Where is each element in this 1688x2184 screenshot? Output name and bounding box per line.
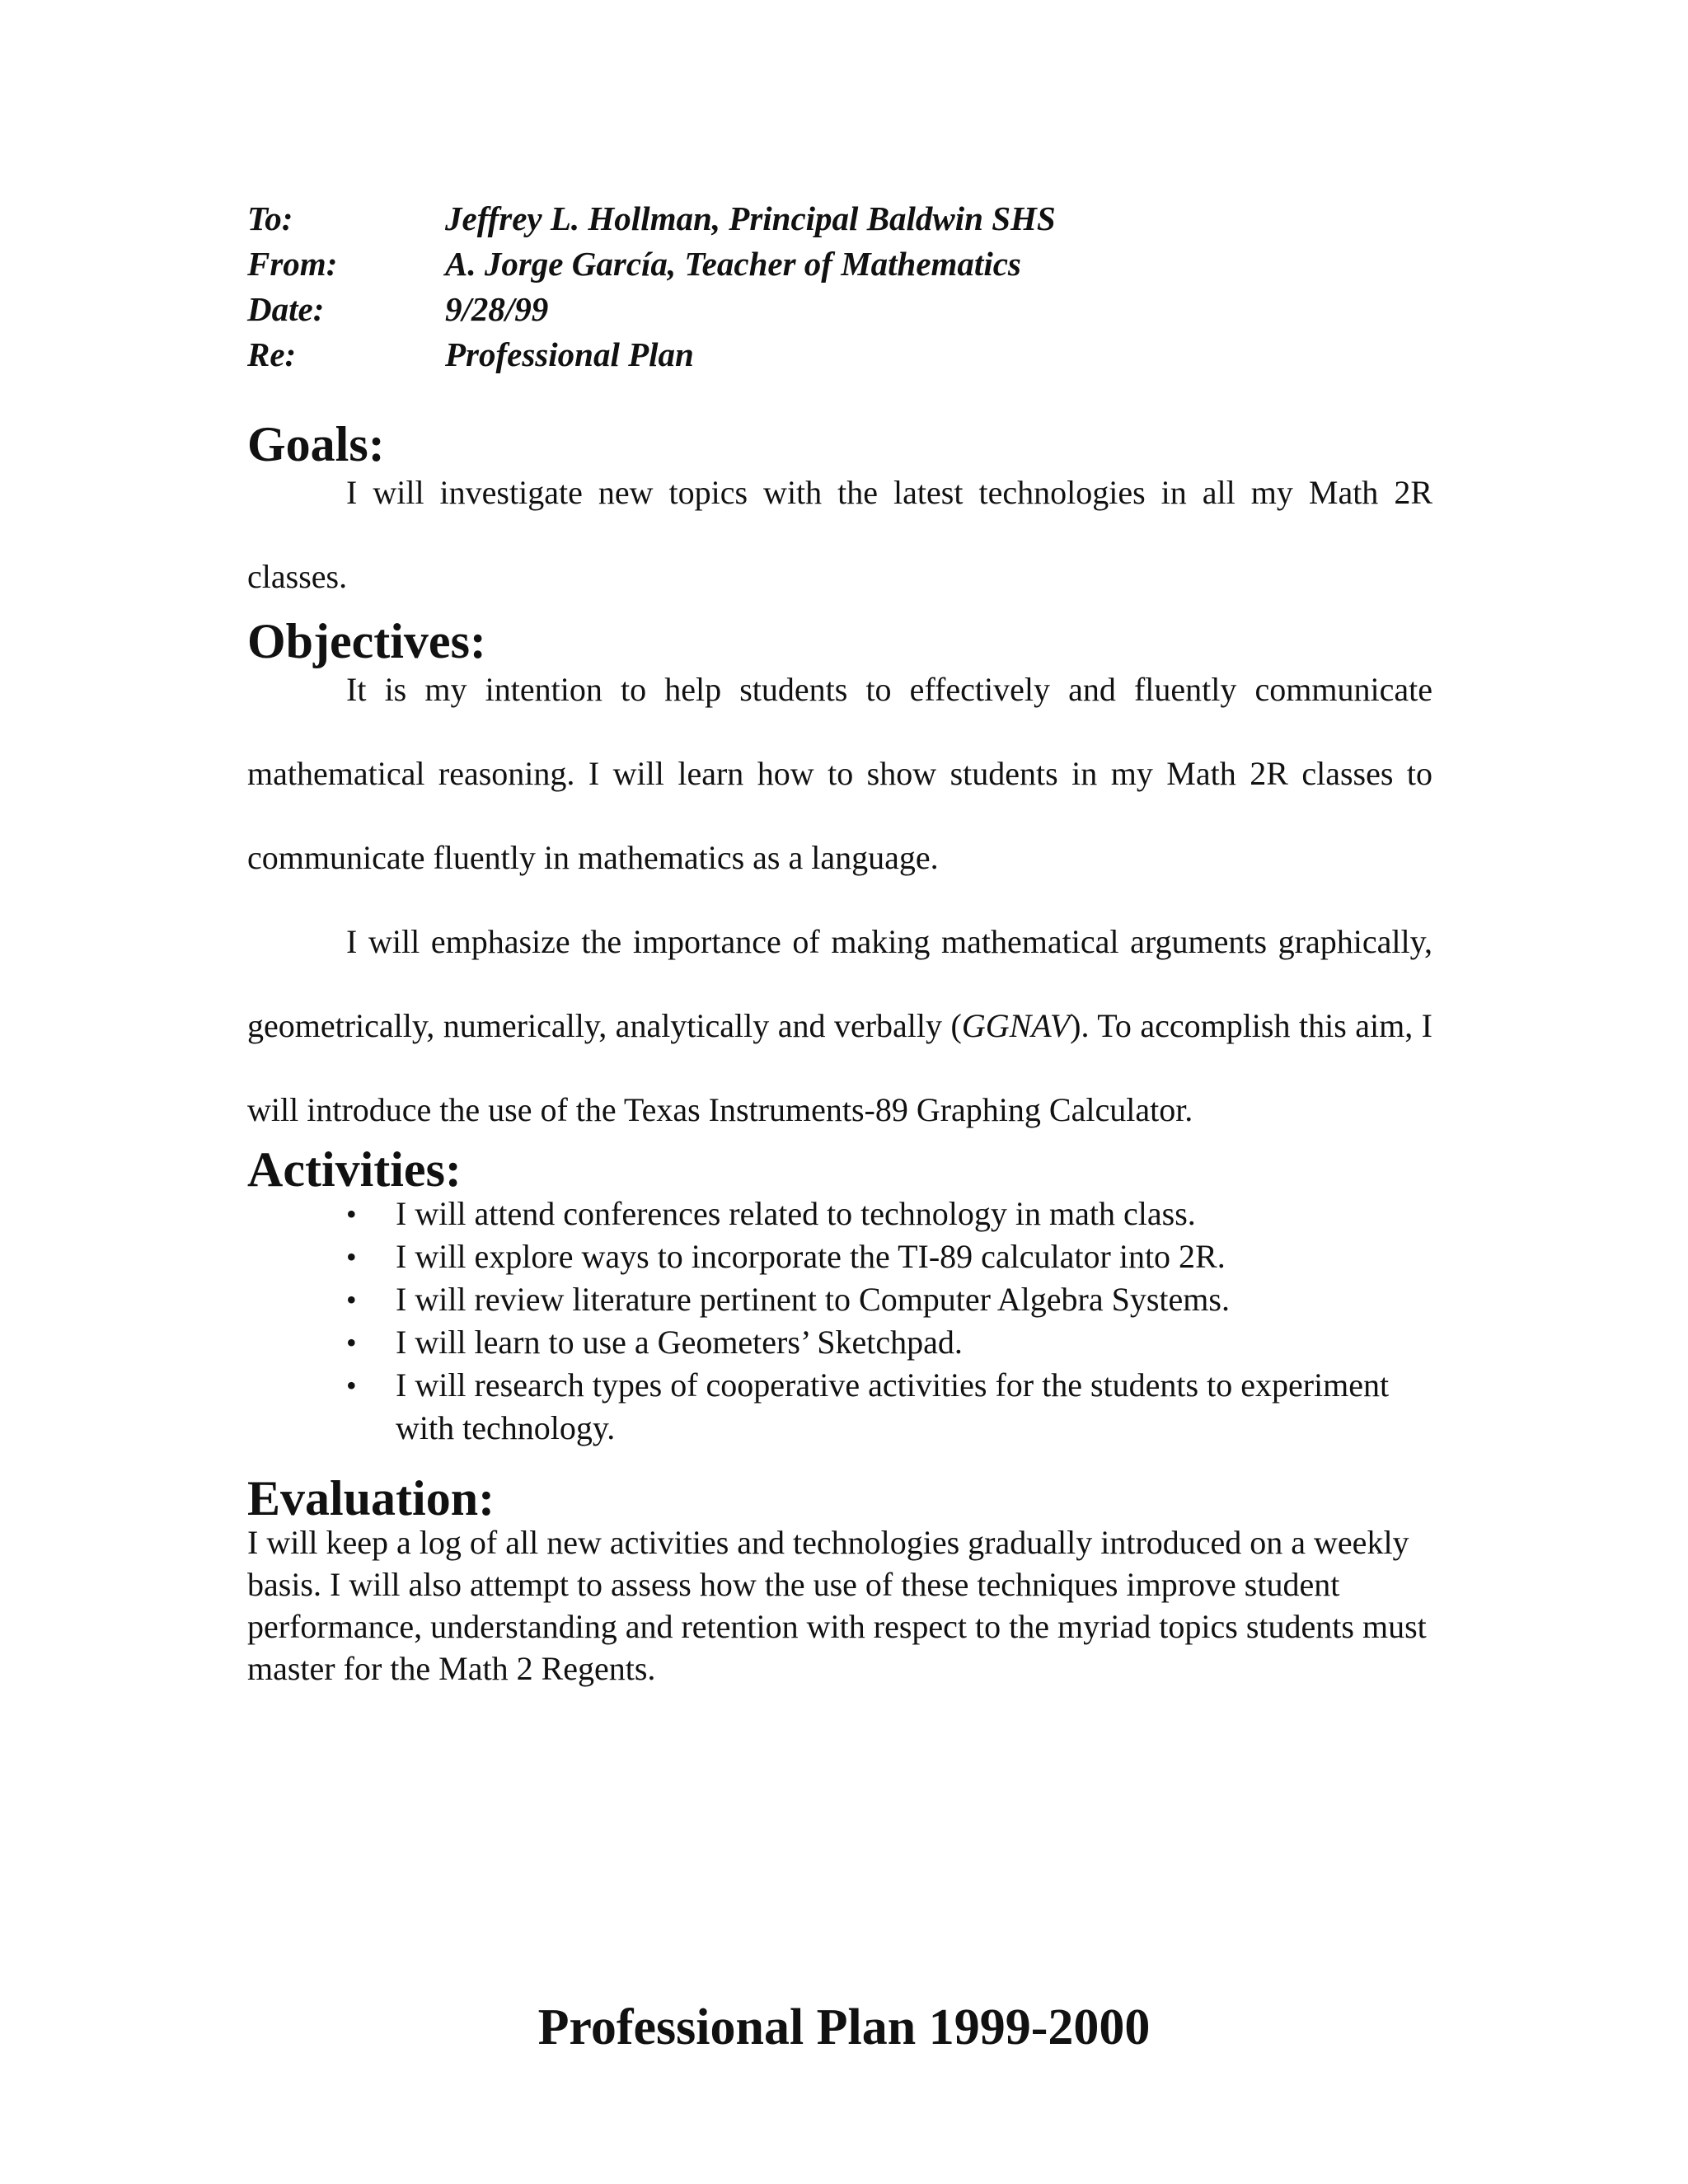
goals-paragraph: I will investigate new topics with the latest technologies in all my Math 2R classes.	[247, 474, 1432, 595]
memo-from-label: From:	[247, 245, 338, 283]
activity-text: I will attend conferences related to technology in math class.	[396, 1195, 1196, 1232]
bullet-icon: •	[346, 1326, 357, 1359]
list-item	[346, 1321, 1432, 1364]
ggnav-acronym: GGNAV	[961, 1007, 1071, 1044]
memo-to-row	[247, 196, 1451, 241]
activity-text: I will review literature pertinent to Computer Algebra Systems.	[396, 1281, 1230, 1318]
memo-date-value: 9/28/99	[445, 290, 549, 328]
memo-to-label: To:	[247, 199, 293, 237]
activity-text: I will learn to use a Geometers’ Sketchpad.	[396, 1324, 963, 1361]
bullet-icon: •	[346, 1283, 357, 1316]
objectives-paragraph-2-start: I will emphasize the importance of making mathematical arguments graphically, geometrically, numerically, analytically and verbally (	[247, 923, 1432, 1044]
objectives-paragraph-2-end: ). To accomplish this aim, I will introduce the use of the Texas Instruments-89 Graphing Calculator.	[247, 1007, 1433, 1128]
objectives-paragraph-1: It is my intention to help students to effectively and fluently communicate mathematical reasoning. I will learn how to show students in my Math 2R classes to communicate fluently in mathematics as a language.	[247, 671, 1432, 876]
list-item	[346, 1193, 1432, 1235]
memo-re-label: Re:	[247, 335, 297, 373]
activity-text: I will explore ways to incorporate the TI-89 calculator into 2R.	[396, 1238, 1226, 1275]
list-item	[346, 1235, 1432, 1278]
memo-body	[247, 417, 1433, 1690]
list-item	[346, 1278, 1432, 1321]
memo-from-row	[247, 241, 1451, 287]
bullet-icon: •	[346, 1369, 357, 1402]
list-item	[346, 1364, 1432, 1450]
memo-date-row	[247, 287, 1451, 332]
activity-text: I will research types of cooperative activities for the students to experiment with technology.	[396, 1366, 1390, 1446]
bullet-icon: •	[346, 1197, 357, 1230]
activities-heading: Activities:	[247, 1142, 462, 1197]
memo-to-value: Jeffrey L. Hollman, Principal Baldwin SHS	[445, 199, 1056, 237]
memo-re-row	[247, 332, 1451, 377]
objectives-heading: Objectives:	[247, 614, 486, 668]
document-title: Professional Plan 1999-2000	[537, 1999, 1151, 2055]
memo-date-label: Date:	[247, 290, 325, 328]
evaluation-heading: Evaluation:	[247, 1471, 495, 1526]
memo-header	[247, 196, 1451, 377]
activities-list	[346, 1193, 1432, 1450]
goals-heading: Goals:	[247, 417, 385, 471]
memo-from-value: A. Jorge García, Teacher of Mathematics	[445, 245, 1021, 283]
evaluation-paragraph: I will keep a log of all new activities and technologies gradually introduced on a weekly basis. I will also attempt to assess how the use of these techniques improve student performance, understanding and retention with respect to the myriad topics students must master for the Math 2 Regents.	[247, 1524, 1427, 1687]
objectives-paragraph-2	[247, 900, 1432, 1152]
memo-re-value: Professional Plan	[445, 335, 694, 373]
bullet-icon: •	[346, 1240, 357, 1273]
